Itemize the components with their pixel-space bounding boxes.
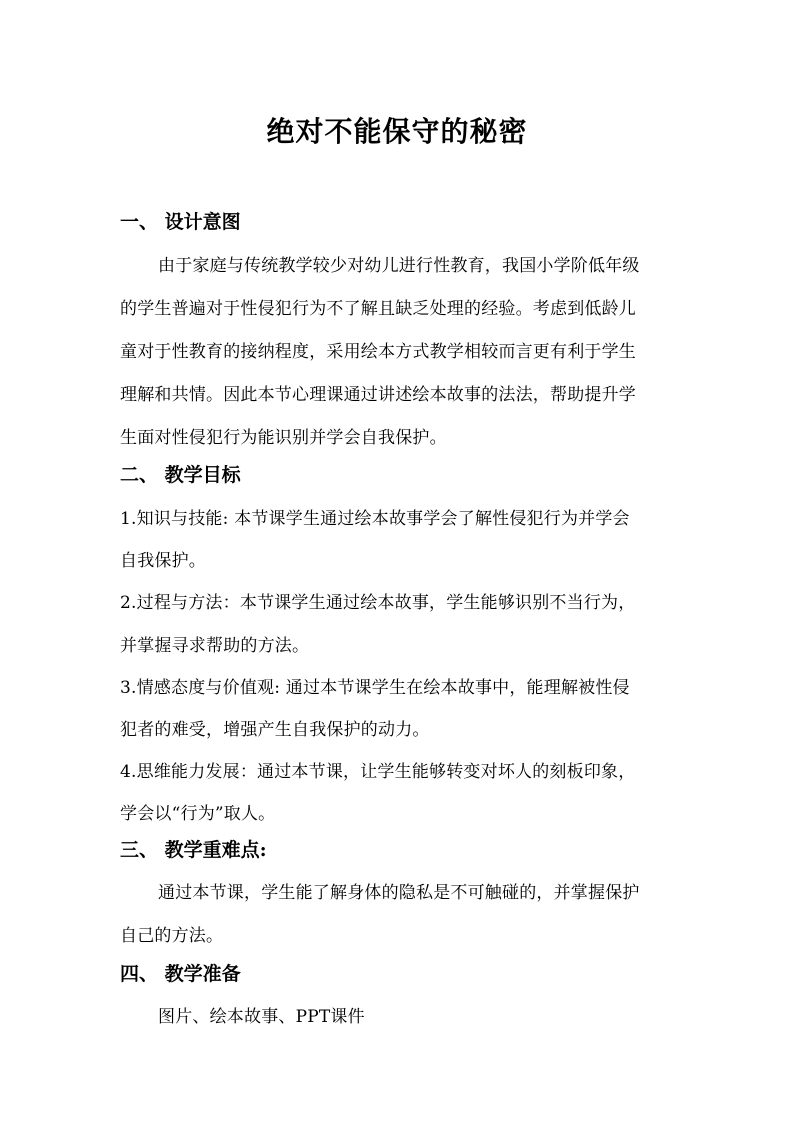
section-heading-teaching-goals: 二、 教学目标 [120,464,241,486]
paragraph-line: 通过本节课，学生能了解身体的隐私是不可触碰的，并掌握保护 [158,883,640,903]
section-heading-key-difficulties: 三、 教学重难点: [120,839,267,861]
goal-line: 学会以“行为”取人。 [120,804,276,824]
goal-line: 并掌握寻求帮助的方法。 [120,636,310,656]
paragraph-line: 理解和共情。因此本节心理课通过讲述绘本故事的法法，帮助提升学 [120,385,636,405]
goal-line: 1.知识与技能: 本节课学生通过绘本故事学会了解性侵犯行为并学会 [120,509,630,529]
section-heading-teaching-preparation: 四、 教学准备 [120,963,241,985]
paragraph-line: 由于家庭与传统教学较少对幼儿进行性教育，我国小学阶低年级 [158,256,640,276]
paragraph-line: 童对于性教育的接纳程度，采用绘本方式教学相较而言更有利于学生 [120,342,636,362]
paragraph-line: 生面对性侵犯行为能识别并学会自我保护。 [120,428,447,448]
paragraph-line: 图片、绘本故事、PPT课件 [158,1007,365,1027]
goal-line: 4.思维能力发展：通过本节课，让学生能够转变对坏人的刻板印象， [120,762,636,782]
goal-line: 2.过程与方法：本节课学生通过绘本故事，学生能够识别不当行为， [120,593,636,613]
document-title: 绝对不能保守的秘密 [266,115,528,148]
section-heading-design-intent: 一、 设计意图 [120,211,241,233]
goal-line: 3.情感态度与价值观: 通过本节课学生在绘本故事中，能理解被性侵 [120,678,630,698]
paragraph-line: 自己的方法。 [120,926,224,946]
paragraph-line: 的学生普遍对于性侵犯行为不了解且缺乏处理的经验。考虑到低龄儿 [120,299,636,319]
goal-line: 犯者的难受，增强产生自我保护的动力。 [120,720,430,740]
goal-line: 自我保护。 [120,551,206,571]
